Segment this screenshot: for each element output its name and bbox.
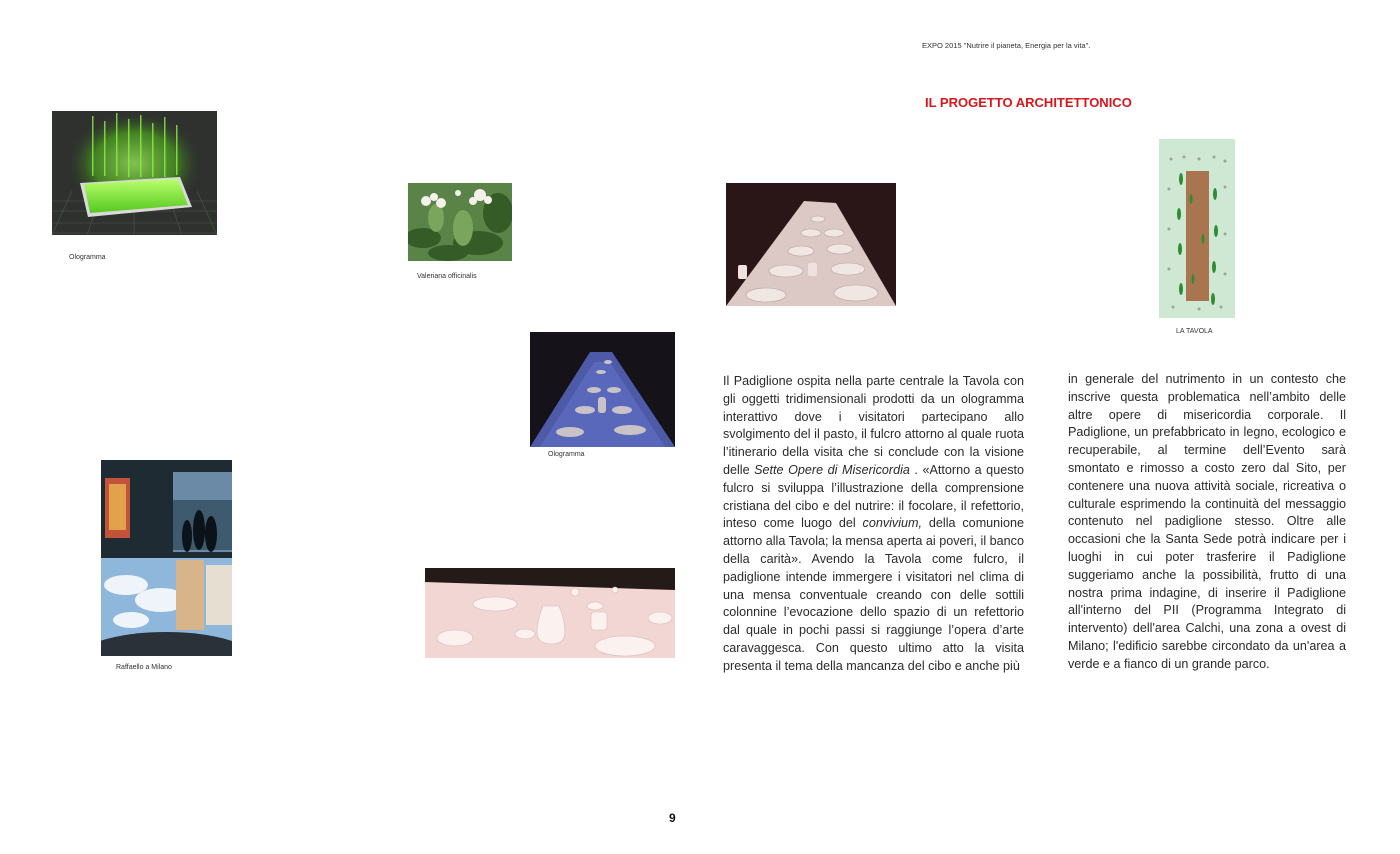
la-tavola-plan-drawing xyxy=(1159,139,1235,318)
page-number: 9 xyxy=(669,811,676,825)
raffaello-exhibition-photo xyxy=(101,460,232,656)
section-title: IL PROGETTO ARCHITETTONICO xyxy=(925,95,1132,110)
hologram-table-photo xyxy=(530,332,675,447)
hologram-tablet-image xyxy=(52,111,217,235)
text-column-right xyxy=(1068,371,1346,674)
column-left-text-c: della comunione attorno alla Tavola; la mensa aperta ai poveri, il banco della carità». Avendo la Tavola come fulcro, il padiglione intende immergere i visitatori nel clima di una mensa conventuale creando con delle sottili colonnine l’evocazione dello spazio di un refettorio dal quale in pochi passi si raggiunge l’opera d’arte caravaggesca. Con questo ultimo atto la visita presenta il tema della mancanza del cibo e anche più xyxy=(723,516,1024,673)
caption-valeriana: Valeriana officinalis xyxy=(417,273,477,280)
column-left-text-b: . «Attorno a questo fulcro si sviluppa l’illustrazione della comprensione cristiana del cibo e del nutrire: il focolare, il refettorio, inteso come luogo del xyxy=(723,462,1024,531)
table-plates-photo xyxy=(726,183,896,306)
expo-header-line: EXPO 2015 "Nutrire il pianeta, Energia per la vita". xyxy=(922,41,1091,50)
caption-raffaello: Raffaello a Milano xyxy=(116,664,172,671)
caption-ologramma-1: Ologramma xyxy=(69,254,106,261)
caption-ologramma-2: Ologramma xyxy=(548,451,585,458)
column-right-text: in generale del nutrimento in un contesto che inscrive questa problematica nell’ambito delle altre opere di misericordia corporale. Il Padiglione, un prefabbricato in legno, ecologico e recuperabile, al termine dell’Evento sarà smontato e rimosso a costo zero dal Sito, per contenere una nuova attività sociale, ricreativa o culturale esprimendo la continuità del messaggio contenuto nel padiglione stesso. Oltre alle occasioni che la Santa Sede potrà indicare per i luoghi in cui poter trasferire il Padiglione suggeriamo anche la possibilità, frutto di una nostra prima indagine, di inserire il Padiglione all'interno del PII (Programma Integrato di intervento) dell'area Calchi, una zona a ovest di Milano; l'edificio sarebbe circondato da un'area a verde e a fianco di un grande parco. xyxy=(1068,372,1346,671)
column-left-text-a: Il Padiglione ospita nella parte centrale la Tavola con gli oggetti tridimensionali prodotti da un ologramma interattivo dove i visitatori partecipano allo svolgimento del il pasto, il fulcro attorno al quale ruota l’itinerario della visita che si conclude con la visione delle xyxy=(723,374,1024,477)
white-tableware-photo xyxy=(425,568,675,658)
text-column-left xyxy=(723,373,1024,676)
caption-la-tavola: LA TAVOLA xyxy=(1176,328,1213,335)
column-left-italic-title: Sette Opere di Misericordia xyxy=(754,462,910,477)
valeriana-plant-image xyxy=(408,183,512,261)
column-left-italic-convivium: convivium, xyxy=(862,516,923,531)
